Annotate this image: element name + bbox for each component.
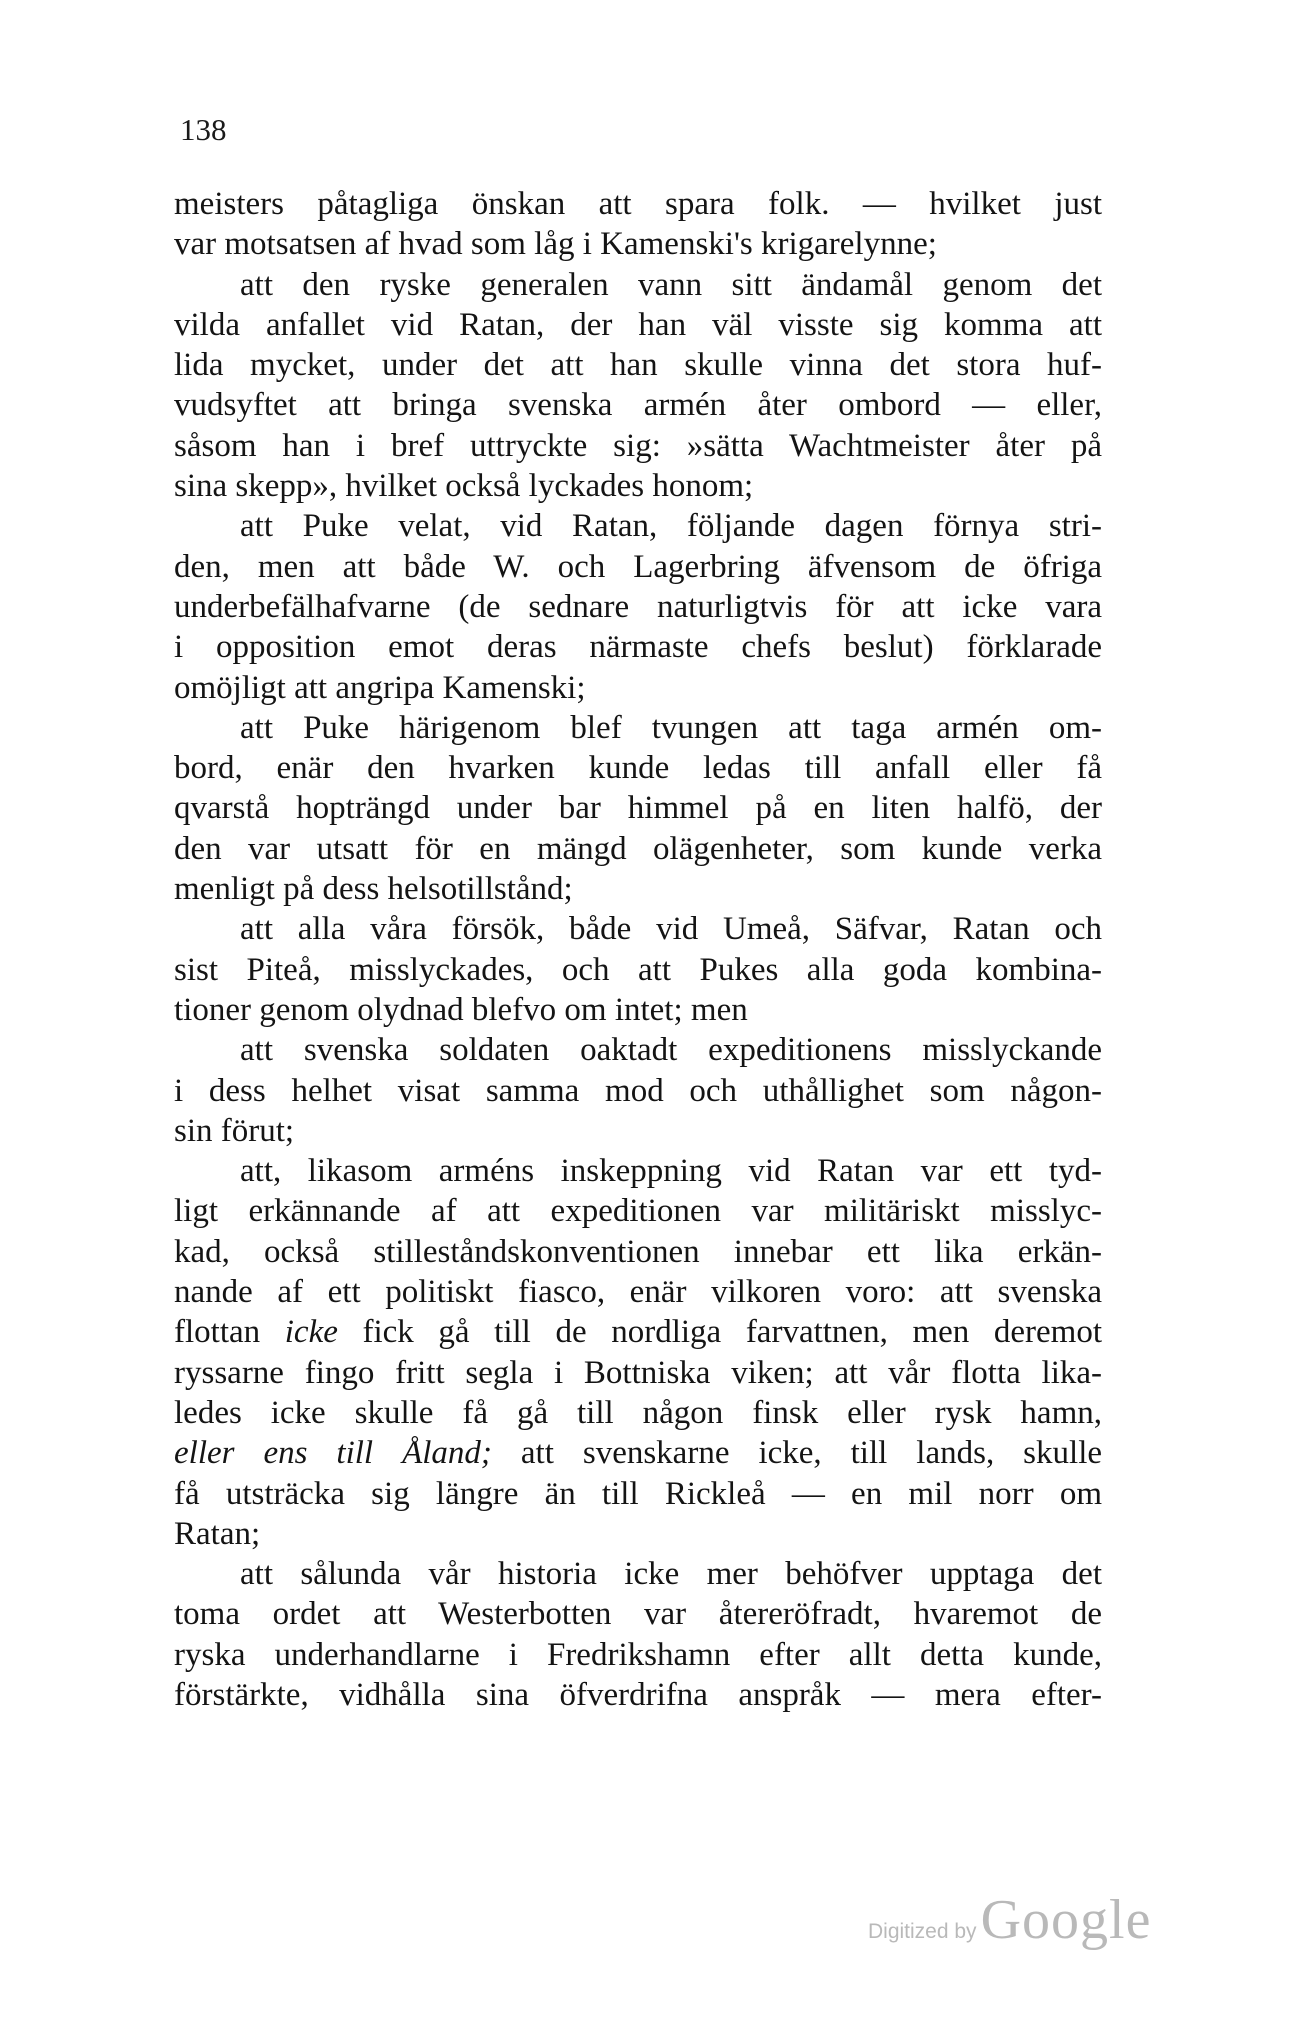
text-line: lida mycket, under det att han skulle vinna det stora huf- bbox=[174, 347, 1102, 384]
watermark-brand: Google bbox=[980, 1889, 1152, 1951]
text-line: meisters påtagliga önskan att spara folk. — hvilket just bbox=[174, 186, 1102, 222]
text-line: sist Piteå, misslyckades, och att Pukes alla goda kombina- bbox=[174, 951, 1102, 988]
text-line: nande af ett politiskt fiasco, enär vilkoren voro: att svenska bbox=[174, 1274, 1102, 1311]
text-line: sin förut; bbox=[174, 1112, 295, 1149]
text-line: i dess helhet visat samma mod och uthållighet som någon- bbox=[174, 1072, 1102, 1109]
text-line: ligt erkännande af att expeditionen var militäriskt misslyc- bbox=[174, 1193, 1102, 1230]
text-line: omöjligt att angripa Kamenski; bbox=[174, 669, 586, 706]
text-line: tioner genom olydnad blefvo om intet; men bbox=[174, 991, 748, 1028]
text-line: få utsträcka sig längre än till Rickleå — en mil norr om bbox=[174, 1475, 1102, 1512]
text-line: vilda anfallet vid Ratan, der han väl visste sig komma att bbox=[174, 306, 1102, 343]
text-line: sina skepp», hvilket också lyckades honom; bbox=[174, 468, 754, 505]
italic-phrase: eller ens till Åland; bbox=[174, 1435, 492, 1472]
text-line: i opposition emot deras närmaste chefs beslut) förklarade bbox=[174, 629, 1102, 666]
text-line: vudsyftet att bringa svenska armén åter ombord — eller, bbox=[174, 387, 1102, 424]
text-line: ryska underhandlarne i Fredrikshamn efter allt detta kunde, bbox=[174, 1636, 1102, 1673]
text-line: qvarstå hopträngd under bar himmel på en liten halfö, der bbox=[174, 790, 1102, 827]
text-line: den var utsatt för en mängd olägenheter, som kunde verka bbox=[174, 830, 1102, 867]
text-line: menligt på dess helsotillstånd; bbox=[174, 871, 573, 908]
text-line: att den ryske generalen vann sitt ändamål genom det bbox=[240, 266, 1102, 303]
text-line: den, men att både W. och Lagerbring äfvensom de öfriga bbox=[174, 548, 1102, 585]
text-line: var motsatsen af hvad som låg i Kamenski's krigarelynne; bbox=[174, 226, 937, 263]
text-line: förstärkte, vidhålla sina öfverdrifna anspråk — mera efter- bbox=[174, 1676, 1102, 1713]
text-line: att Puke velat, vid Ratan, följande dagen förnya stri- bbox=[240, 508, 1102, 545]
body-text bbox=[174, 184, 1102, 1715]
text-line-with-italic: flottan icke fick gå till de nordliga farvattnen, men deremot bbox=[174, 1314, 1102, 1351]
text-line: att svenska soldaten oaktadt expeditionens misslyckande bbox=[240, 1032, 1102, 1069]
italic-word: icke bbox=[284, 1314, 338, 1351]
page-number: 138 bbox=[180, 112, 227, 147]
text-line-with-italic: eller ens till Åland; att svenskarne icke, till lands, skulle bbox=[174, 1435, 1103, 1472]
text-line: bord, enär den hvarken kunde ledas till anfall eller få bbox=[174, 750, 1102, 787]
text-line: att Puke härigenom blef tvungen att taga armén om- bbox=[240, 709, 1102, 746]
text-line: Ratan; bbox=[174, 1515, 261, 1552]
text-line: underbefälhafvarne (de sednare naturligtvis för att icke vara bbox=[174, 588, 1102, 625]
text-line: att alla våra försök, både vid Umeå, Säfvar, Ratan och bbox=[240, 911, 1102, 948]
digitized-by-google-watermark bbox=[868, 1888, 1151, 1952]
text-line: att sålunda vår historia icke mer behöfver upptaga det bbox=[240, 1556, 1102, 1593]
text-line: att, likasom arméns inskeppning vid Ratan var ett tyd- bbox=[240, 1153, 1102, 1190]
text-line: ledes icke skulle få gå till någon finsk eller rysk hamn, bbox=[174, 1394, 1102, 1431]
watermark-prefix: Digitized by bbox=[868, 1920, 977, 1943]
text-line: toma ordet att Westerbotten var återeröfradt, hvaremot de bbox=[174, 1596, 1102, 1633]
text-line: såsom han i bref uttryckte sig: »sätta Wachtmeister åter på bbox=[174, 427, 1102, 464]
text-line: kad, också stilleståndskonventionen innebar ett lika erkän- bbox=[174, 1233, 1102, 1270]
text-line: ryssarne fingo fritt segla i Bottniska viken; att vår flotta lika- bbox=[174, 1354, 1102, 1391]
